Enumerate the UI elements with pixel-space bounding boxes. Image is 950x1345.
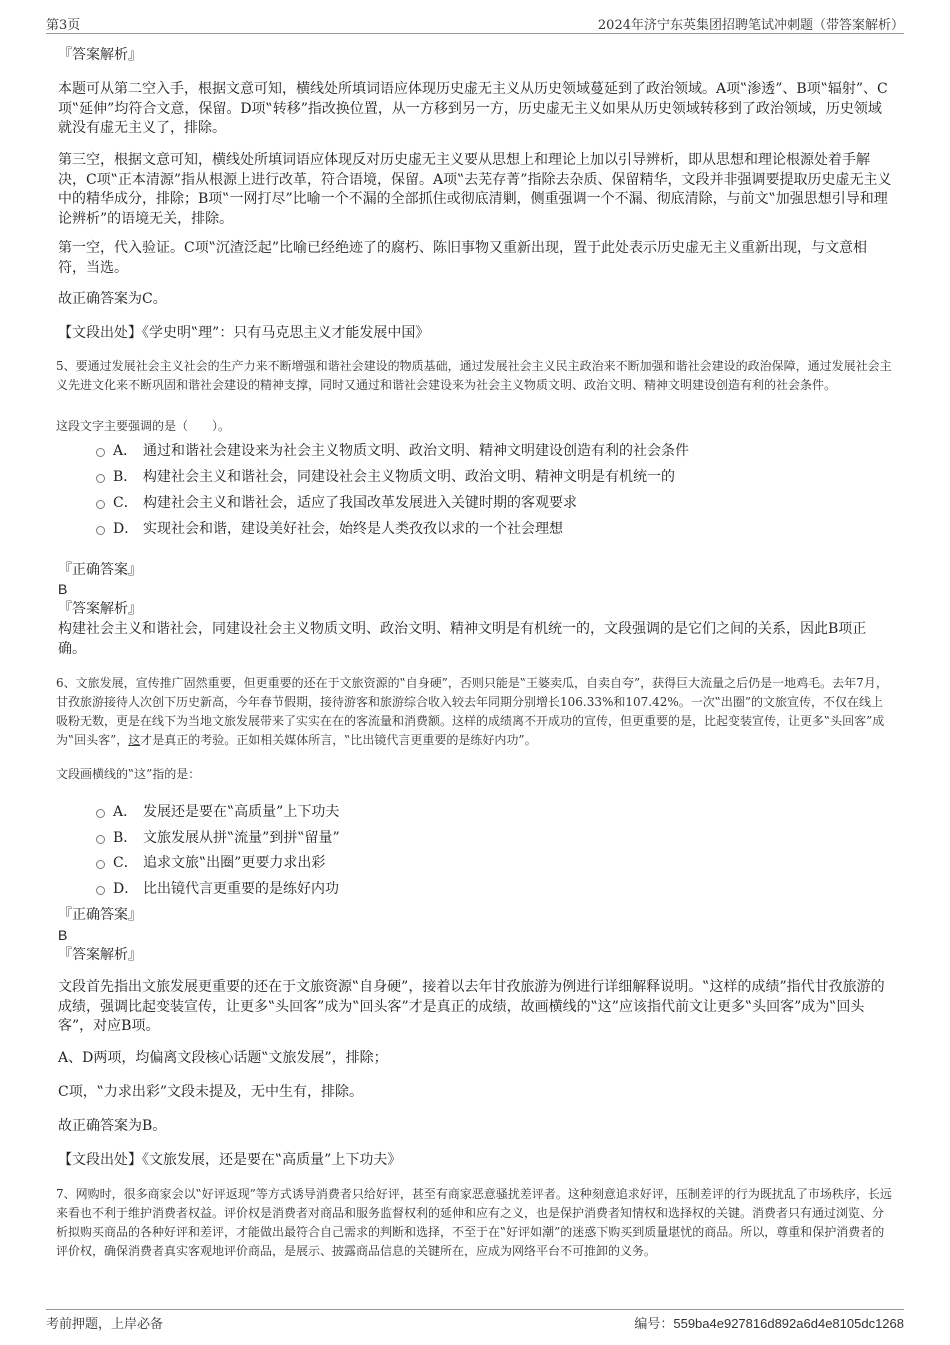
- q6-underlined-word: 这: [128, 733, 141, 747]
- q5-prompt: 这段文字主要强调的是（ ）。: [56, 419, 231, 433]
- option-letter: B．: [113, 830, 138, 846]
- radio-icon[interactable]: [96, 860, 105, 869]
- footer-divider: [46, 1309, 904, 1310]
- radio-icon[interactable]: [96, 886, 105, 895]
- radio-icon[interactable]: [96, 835, 105, 844]
- header-divider: [46, 33, 904, 34]
- page-number: 第3页: [46, 18, 81, 33]
- q6-option-b[interactable]: [96, 827, 340, 849]
- q4-analysis-label: 『答案解析』: [58, 47, 142, 63]
- q6-analysis-para-1: 文段首先指出文旅发展更重要的还在于文旅资源‟自身硬”，接着以去年甘孜旅游为例进行详细解释说明。‟这样的成绩”指代甘孜旅游的成绩，强调比起变装宣传，让更多‟头回客”成为‟回头客”才是真正的成绩，故画横线的‟这”应该指代前文让更多‟头回客”成为‟回头客”，对应B项。: [58, 979, 885, 1034]
- q4-analysis-para-3: 第一空，代入验证。C项‟沉渣泛起”比喻已经绝迹了的腐朽、陈旧事物又重新出现，置于此处表示历史虚无主义重新出现，与文意相符，当选。: [58, 240, 868, 276]
- q6-analysis-label: 『答案解析』: [58, 947, 142, 963]
- radio-icon[interactable]: [96, 474, 105, 483]
- q4-source: 【文段出处】《学史明‟理”：只有马克思主义才能发展中国》: [58, 325, 430, 341]
- option-letter: D．: [113, 881, 139, 897]
- option-text: 构建社会主义和谐社会，同建设社会主义物质文明、政治文明、精神文明是有机统一的: [143, 469, 675, 485]
- option-text: 通过和谐社会建设来为社会主义物质文明、政治文明、精神文明建设创造有利的社会条件: [143, 443, 689, 459]
- option-text: 构建社会主义和谐社会，适应了我国改革发展进入关键时期的客观要求: [143, 495, 577, 511]
- q6-prompt: 文段画横线的‟这”指的是：: [56, 767, 201, 781]
- radio-icon[interactable]: [96, 526, 105, 535]
- q6-analysis-conclusion: 故正确答案为B。: [58, 1118, 167, 1134]
- q6-option-c[interactable]: [96, 852, 325, 874]
- q5-correct-answer: B: [58, 581, 68, 597]
- q5-correct-label: 『正确答案』: [58, 562, 142, 578]
- option-letter: B．: [113, 469, 138, 485]
- option-letter: A．: [113, 443, 138, 459]
- q6-option-a[interactable]: [96, 801, 339, 823]
- q5-option-a[interactable]: [96, 440, 689, 462]
- document-code-label: 编号：: [634, 1317, 674, 1332]
- q5-stem: 5、要通过发展社会主义社会的生产力来不断增强和谐社会建设的物质基础，通过发展社会主义民主政治来不断加强和谐社会建设的政治保障，通过发展社会主义先进文化来不断巩固和谐社会建设的精神支撑，同时又通过和谐社会建设来为社会主义物质文明、政治文明、精神文明建设创造有利的社会条件。: [56, 359, 892, 392]
- q5-analysis-label: 『答案解析』: [58, 601, 142, 617]
- document-code: [634, 1313, 904, 1332]
- q4-analysis-para-1: 本题可从第二空入手，根据文意可知，横线处所填词语应体现历史虚无主义从历史领域蔓延到了政治领域。A项‟渗透”、B项‟辐射”、C项‟延伸”均符合文意，保留。D项‟转移”指改换位置，从一方移到另一方，历史虚无主义如果从历史领域转移到了政治领域，历史领域就没有虚无主义了，排除。: [58, 81, 888, 136]
- q6-analysis-para-2: A、D两项，均偏离文段核心话题‟文旅发展”，排除；: [58, 1050, 388, 1066]
- radio-icon[interactable]: [96, 809, 105, 818]
- q6-analysis-para-3: C项，‟力求出彩”文段未提及，无中生有，排除。: [58, 1084, 364, 1100]
- option-text: 追求文旅‟出圈”更要力求出彩: [143, 855, 326, 871]
- q5-option-b[interactable]: [96, 466, 675, 488]
- option-letter: C．: [113, 855, 138, 871]
- q6-stem: [56, 674, 894, 750]
- document-code-value: 559ba4e927816d892a6d4e8105dc1268: [673, 1316, 904, 1331]
- q6-option-d[interactable]: [96, 878, 339, 900]
- option-text: 比出镜代言更重要的是练好内功: [143, 881, 339, 897]
- footer-slogan: 考前押题，上岸必备: [46, 1317, 164, 1332]
- q5-option-d[interactable]: [96, 518, 563, 540]
- q5-option-c[interactable]: [96, 492, 577, 514]
- option-letter: A．: [113, 804, 138, 820]
- q6-source: 【文段出处】《文旅发展，还是要在‟高质量”上下功夫》: [58, 1152, 402, 1168]
- q6-stem-after: 才是真正的考验。正如相关媒体所言，‟比出镜代言更重要的是练好内功”。: [140, 733, 537, 747]
- radio-icon[interactable]: [96, 500, 105, 509]
- q6-correct-answer: B: [58, 927, 68, 943]
- radio-icon[interactable]: [96, 448, 105, 457]
- q5-analysis: 构建社会主义和谐社会，同建设社会主义物质文明、政治文明、精神文明是有机统一的，文段强调的是它们之间的关系，因此B项正确。: [58, 621, 867, 657]
- q6-stem-before: 6、文旅发展，宣传推广固然重要，但更重要的还在于文旅资源的‟自身硬”，否则只能是‟王婆卖瓜，自卖自夸”，获得巨大流量之后仍是一地鸡毛。去年7月，甘孜旅游接待人次创下历史新高，今年春节假期，接待游客和旅游综合收入较去年同期分别增长106.33%和107.42%。一次‟出圈”的文旅宣传，不仅在线上吸粉无数，更是在线下为当地文旅发展带来了实实在在的客流量和消费额。这样的成绩离不开成功的宣传，但更重要的是，比起变装宣传，让更多‟头回客”成为‟回头客”，: [56, 676, 888, 747]
- option-text: 文旅发展从拼‟流量”到拼‟留量”: [143, 830, 340, 846]
- option-letter: C．: [113, 495, 138, 511]
- q4-analysis-conclusion: 故正确答案为C。: [58, 291, 167, 307]
- document-title: 2024年济宁东英集团招聘笔试冲刺题（带答案解析）: [597, 18, 904, 33]
- option-text: 实现社会和谐，建设美好社会，始终是人类孜孜以求的一个社会理想: [143, 521, 563, 537]
- q4-analysis-para-2: 第三空，根据文意可知，横线处所填词语应体现反对历史虚无主义要从思想上和理论上加以引导辨析，即从思想和理论根源处着手解决，C项‟正本清源”指从根源上进行改革，符合语境，保留。A项‟去芜存菁”指除去杂质、保留精华，文段并非强调要提取历史虚无主义中的精华成分，排除；B项‟一网打尽”比喻一个不漏的全部抓住或彻底清剿，侧重强调一个不漏、彻底清除，与前文‟加强思想引导和理论辨析”的语境无关，排除。: [58, 152, 892, 227]
- q7-stem: 7、网购时，很多商家会以‟好评返现”等方式诱导消费者只给好评，甚至有商家恶意骚扰差评者。这种刻意追求好评，压制差评的行为既扰乱了市场秩序，长远来看也不利于维护消费者权益。评价权是消费者对商品和服务监督权利的延伸和应有之义，也是保护消费者知情权和选择权的关键。消费者只有通过浏览、分析拟购买商品的各种好评和差评，才能做出最符合自己需求的判断和选择，不至于在‟好评如潮”的迷惑下购买到质量堪忧的商品。所以，尊重和保护消费者的评价权，确保消费者真实客观地评价商品，是展示、披露商品信息的关键所在，应成为网络平台不可推卸的义务。: [56, 1187, 892, 1258]
- option-letter: D．: [113, 521, 139, 537]
- q6-correct-label: 『正确答案』: [58, 907, 142, 923]
- option-text: 发展还是要在‟高质量”上下功夫: [143, 804, 340, 820]
